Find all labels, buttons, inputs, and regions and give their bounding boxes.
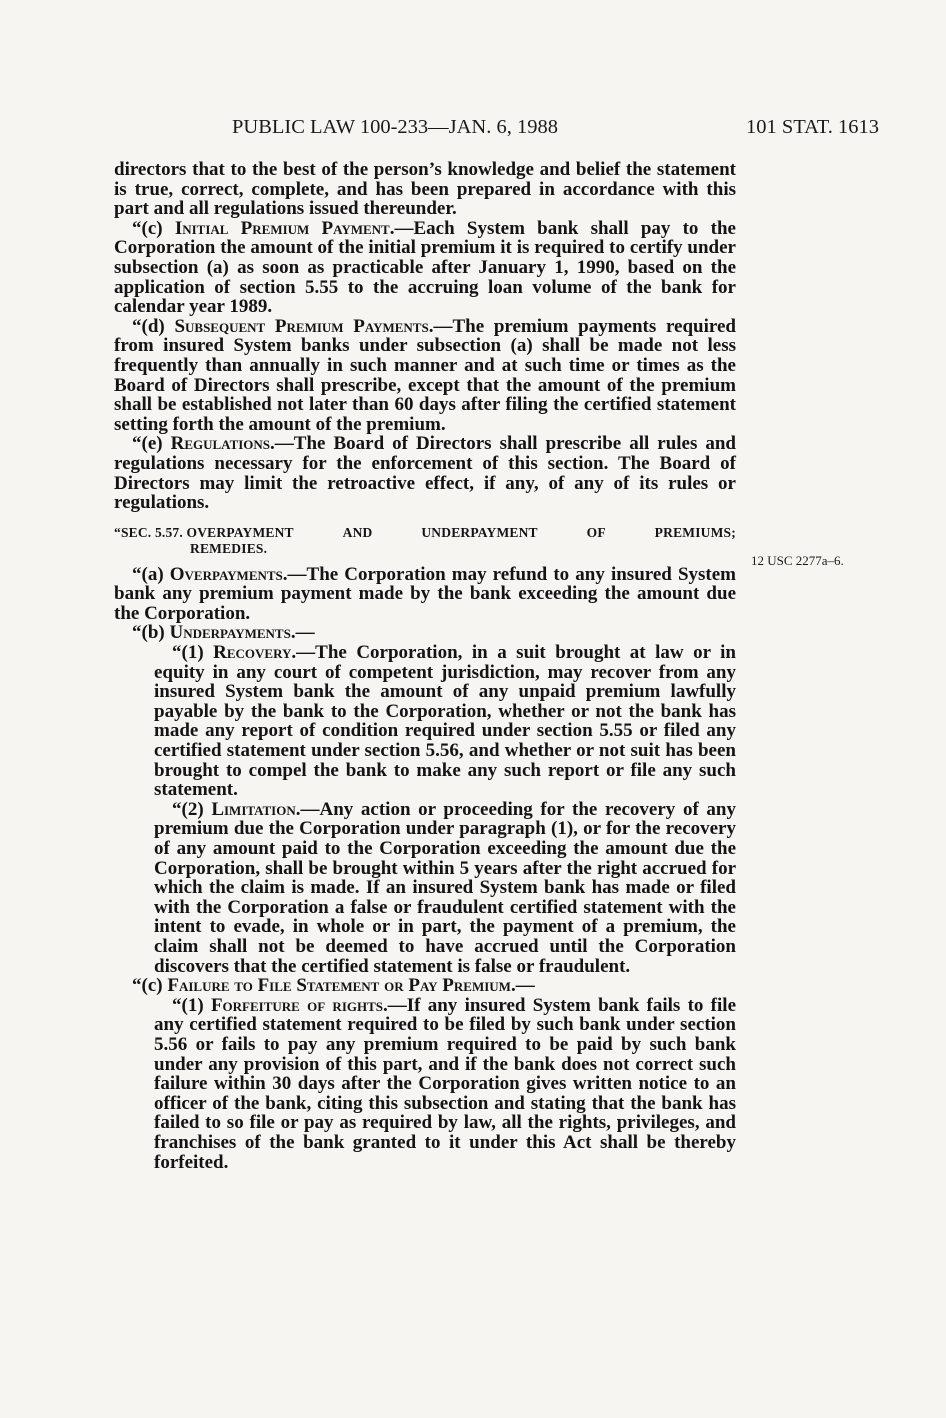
section-heading-word: OF [586,524,606,540]
section-heading-word: “SEC. 5.57. OVERPAYMENT [114,524,294,540]
paragraph-number: “(2) [172,798,212,820]
paragraph-caption: Limitation. [211,798,301,820]
paragraph-c-initial-premium [114,219,736,317]
paragraph-number: “(1) [172,642,214,664]
paragraph-e-regulations [114,434,736,512]
paragraph-caption: Recovery. [213,642,297,664]
subsection-b-underpayments [114,623,736,643]
paragraph-caption: Forfeiture of rights. [210,994,388,1016]
subsection-a-overpayments [114,565,736,624]
paragraph-number: “(e) [132,433,171,455]
section-heading-word: AND [342,524,373,540]
subsection-c-failure-to-file [114,976,736,996]
section-heading-line-2: REMEDIES. [190,540,268,556]
section-heading [114,525,736,557]
paragraph-b2-limitation [114,800,736,976]
paragraph-caption: Overpayments. [169,563,288,585]
section-heading-line-1 [114,525,736,541]
paragraph-text: —Any action or proceeding for the recovery of any premium due the Corporation under paragraph (1), or for the recovery of any amount paid to the Corporation exceeding the amount due the Corporation, shall be brought within 5 years after the right accrued for which the claim is made. If an insured System bank has made or filed with the Corporation a false or fraudulent certified statement with the intent to evade, in whole or in part, the payment of a premium, the claim shall not be deemed to have accrued until the Corporation discovers that the certified statement is false or fraudulent. [154,798,736,977]
paragraph-number: “(a) [132,563,170,585]
paragraph-text: —The Corporation may refund to any insured System bank any premium payment made by the bank exceeding the amount due the Corporation. [114,563,736,624]
margin-citation: 12 USC 2277a–6. [751,553,844,568]
paragraph-b1-recovery [114,643,736,800]
paragraph-continued: directors that to the best of the person’s knowledge and belief the statement is true, correct, complete, and has been prepared in accordance with this part and all regulations issued thereunder. [114,159,736,220]
paragraph-text: — [515,975,535,997]
paragraph-caption: Regulations. [170,433,275,455]
paragraph-number: “(d) [132,315,175,337]
paragraph-caption: Subsequent Premium Payments. [174,315,434,337]
paragraph-caption: Initial Premium Payment. [174,217,395,239]
paragraph-text: —The Corporation, in a suit brought at law or in equity in any court of competent jurisdiction, may recover from any insured System bank the amount of any unpaid premium lawfully payable by the bank to the Corporation, whether or not the bank has made any report of condition required under section 5.55 or filed any certified statement under section 5.56, and whether or not suit has been brought to compel the bank to make any such report or file any such statement. [154,642,737,801]
paragraph-d-subsequent-premium [114,317,736,435]
paragraph-caption: Failure to File Statement or Pay Premium. [167,975,516,997]
paragraph-number: “(c) [132,217,175,239]
paragraph-caption: Underpayments. [169,622,296,644]
paragraph-number: “(b) [132,622,170,644]
paragraph-text: —The premium payments required from insured System banks under subsection (a) shall be made not less frequently than annually in such manner and at such time or times as the Board of Directors shall prescribe, except that the amount of the premium shall be established not later than 60 days after filing the certified statement setting forth the amount of the premium. [114,315,736,435]
paragraph-text: —If any insured System bank fails to file any certified statement required to be filed by such bank under section 5.56 or fails to pay any premium required to be paid by such bank under any provision of this part, and if the bank does not correct such failure within 30 days after the Corporation gives written notice to an officer of the bank, citing this subsection and stating that the bank has failed to so file or pay as required by law, all the rights, privileges, and franchises of the bank granted to it under this Act shall be thereby forfeited. [154,994,736,1173]
paragraph-number: “(c) [132,975,168,997]
section-heading-word: UNDERPAYMENT [421,524,538,540]
running-head-title: PUBLIC LAW 100-233—JAN. 6, 1988 [232,116,558,138]
running-head-page-number: 101 STAT. 1613 [746,116,879,138]
body-text [114,160,736,1172]
paragraph-text: —The Board of Directors shall prescribe all rules and regulations necessary for the enforcement of this section. The Board of Directors may limit the retroactive effect, if any, of any of its rules or regulations. [114,433,736,514]
paragraph-text: — [295,622,315,644]
paragraph-text: —Each System bank shall pay to the Corporation the amount of the initial premium it is required to certify under subsection (a) as soon as practicable after January 1, 1990, based on the application of section 5.55 to the accruing loan volume of the bank for calendar year 1989. [114,217,736,318]
paragraph-number: “(1) [172,994,211,1016]
section-heading-word: PREMIUMS; [654,524,736,540]
paragraph-c1-forfeiture [114,996,736,1172]
